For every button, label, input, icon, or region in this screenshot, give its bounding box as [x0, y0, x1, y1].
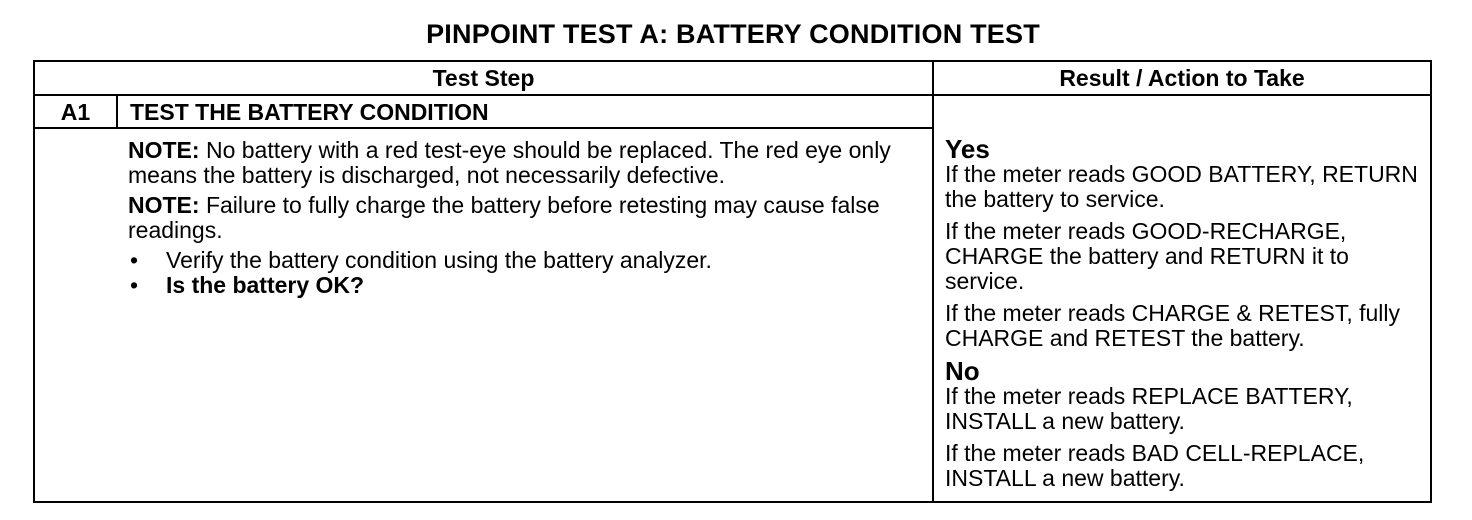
- pinpoint-test-table: [33, 60, 1432, 503]
- result-no-heading: No: [945, 356, 980, 386]
- step-body: [128, 138, 928, 298]
- note-2-text: Failure to fully charge the battery before retesting may cause false readings.: [128, 192, 880, 243]
- bullet-text: Verify the battery condition using the battery analyzer.: [166, 247, 712, 273]
- result-no-item: If the meter reads BAD CELL-REPLACE, INSTALL a new battery.: [945, 440, 1365, 491]
- result-yes-item: If the meter reads CHARGE & RETEST, fully CHARGE and RETEST the battery.: [945, 300, 1401, 351]
- result-no-item: If the meter reads REPLACE BATTERY, INSTALL a new battery.: [945, 383, 1353, 434]
- bullet-item: [128, 248, 928, 273]
- header-test-step: Test Step: [432, 65, 535, 91]
- bullet-question-text: Is the battery OK?: [166, 272, 365, 298]
- step-title-divider: [35, 127, 934, 129]
- bullet-dot: •: [130, 272, 139, 298]
- page-title: PINPOINT TEST A: BATTERY CONDITION TEST: [426, 19, 1040, 49]
- note-1-text: No battery with a red test-eye should be replaced. The red eye only means the battery is discharged, not necessarily defective.: [128, 137, 891, 188]
- results-body: [945, 136, 1423, 498]
- note-2-label: NOTE:: [128, 192, 200, 218]
- result-yes-item: If the meter reads GOOD BATTERY, RETURN the battery to service.: [945, 161, 1418, 212]
- header-divider: [35, 94, 1430, 96]
- step-id-divider: [116, 95, 118, 128]
- step-bullets: [128, 248, 928, 298]
- bullet-item: [128, 273, 928, 298]
- result-yes-item: If the meter reads GOOD-RECHARGE, CHARGE the battery and RETURN it to service.: [945, 218, 1349, 294]
- step-title: TEST THE BATTERY CONDITION: [130, 99, 489, 125]
- column-divider: [932, 62, 934, 501]
- header-result-action: Result / Action to Take: [1059, 65, 1305, 91]
- step-id: A1: [60, 99, 91, 125]
- note-1-label: NOTE:: [128, 137, 200, 163]
- note-1: [128, 138, 928, 188]
- result-yes-heading: Yes: [945, 134, 990, 164]
- note-2: [128, 193, 928, 243]
- bullet-dot: •: [130, 247, 139, 273]
